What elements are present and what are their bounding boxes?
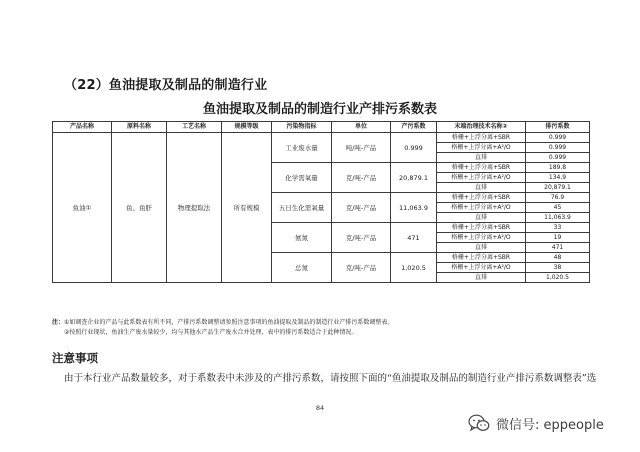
generation-coef-cell: 20,879.1 — [391, 163, 437, 193]
watermark-text: 微信号: eppeople — [496, 418, 604, 433]
header-cell: 工艺名称 — [167, 122, 222, 133]
coefficient-table — [52, 121, 590, 283]
unit-cell: 克/吨-产品 — [332, 223, 391, 253]
section-title: （22）鱼油提取及制品的制造行业 — [64, 78, 268, 93]
table-row — [53, 133, 590, 143]
note-line-1 — [52, 318, 592, 328]
table-notes — [52, 318, 592, 338]
header-cell: 污染物指标 — [272, 122, 332, 133]
pollutant-cell: 五日生化需氧量 — [272, 193, 332, 223]
watermark — [468, 414, 604, 433]
page-number: 84 — [315, 404, 325, 412]
pollutant-cell: 总氮 — [272, 253, 332, 283]
discharge-coef-cell: 0.999 — [526, 133, 590, 143]
material-cell: 鱼、鱼肝 — [112, 133, 167, 283]
header-cell: 规模等级 — [222, 122, 272, 133]
generation-coef-cell: 1,020.5 — [391, 253, 437, 283]
discharge-coef-cell: 189.8 — [526, 163, 590, 173]
discharge-coef-cell: 45 — [526, 203, 590, 213]
header-cell: 单位 — [332, 122, 391, 133]
discharge-coef-cell: 0.999 — [526, 153, 590, 163]
discharge-coef-cell: 1,020.5 — [526, 273, 590, 283]
note-text-1: ①如调查企业的产品与此系数表有所不同，产排污系数调整请参照注意事项的鱼油提取及制品的制造行业产排污系数调整表。 — [64, 319, 394, 326]
tech-cell: 格栅+上浮分离+A²/O — [437, 263, 526, 273]
unit-cell: 克/吨-产品 — [332, 253, 391, 283]
tech-cell: 格栅+上浮分离+A²/O — [437, 233, 526, 243]
discharge-coef-cell: 11,063.9 — [526, 213, 590, 223]
table-title: 鱼油提取及制品的制造行业产排污系数表 — [202, 102, 437, 117]
tech-cell: 格栅+上浮分离+SBR — [437, 133, 526, 143]
tech-cell: 直排 — [437, 153, 526, 163]
header-cell: 原料名称 — [112, 122, 167, 133]
tech-cell: 直排 — [437, 243, 526, 253]
notice-heading: 注意事项 — [52, 351, 98, 365]
notes-lead: 注： — [52, 319, 65, 326]
note-line-2: ②按照行业现状，鱼油生产废水量较少，均与其他水产品生产废水合并处理，表中的排污系数适合于此种情况。 — [64, 329, 358, 336]
generation-coef-cell: 471 — [391, 223, 437, 253]
unit-cell: 克/吨-产品 — [332, 163, 391, 193]
header-cell: 产污系数 — [391, 122, 437, 133]
discharge-coef-cell: 20,879.1 — [526, 183, 590, 193]
unit-cell: 吨/吨-产品 — [332, 133, 391, 163]
pollutant-cell: 化学需氧量 — [272, 163, 332, 193]
tech-cell: 直排 — [437, 273, 526, 283]
table-header-row — [53, 122, 590, 133]
header-cell: 排污系数 — [526, 122, 590, 133]
tech-cell: 格栅+上浮分离+SBR — [437, 253, 526, 263]
tech-cell: 直排 — [437, 213, 526, 223]
discharge-coef-cell: 33 — [526, 223, 590, 233]
tech-cell: 格栅+上浮分离+A²/O — [437, 143, 526, 153]
discharge-coef-cell: 471 — [526, 243, 590, 253]
unit-cell: 克/吨-产品 — [332, 193, 391, 223]
discharge-coef-cell: 134.9 — [526, 173, 590, 183]
tech-cell: 格栅+上浮分离+SBR — [437, 223, 526, 233]
discharge-coef-cell: 38 — [526, 263, 590, 273]
scale-cell: 所有规模 — [222, 133, 272, 283]
tech-cell: 格栅+上浮分离+A²/O — [437, 203, 526, 213]
discharge-coef-cell: 48 — [526, 253, 590, 263]
generation-coef-cell: 0.999 — [391, 133, 437, 163]
product-name-cell: 鱼油① — [53, 133, 112, 283]
discharge-coef-cell: 76.9 — [526, 193, 590, 203]
tech-cell: 格栅+上浮分离+A²/O — [437, 173, 526, 183]
header-cell: 产品名称 — [53, 122, 112, 133]
notice-paragraph: 由于本行业产品数量较多，对于系数表中未涉及的产排污系数，请按照下面的“鱼油提取及制品的制造行业产排污系数调整表”选 — [64, 373, 597, 384]
process-cell: 物理提取法 — [167, 133, 222, 283]
tech-cell: 格栅+上浮分离+SBR — [437, 193, 526, 203]
discharge-coef-cell: 19 — [526, 233, 590, 243]
pollutant-cell: 氨氮 — [272, 223, 332, 253]
wechat-icon — [468, 414, 490, 433]
tech-cell: 格栅+上浮分离+SBR — [437, 163, 526, 173]
tech-cell: 直排 — [437, 183, 526, 193]
header-cell: 末端治理技术名称② — [437, 122, 526, 133]
pollutant-cell: 工业废水量 — [272, 133, 332, 163]
discharge-coef-cell: 0.999 — [526, 143, 590, 153]
generation-coef-cell: 11,063.9 — [391, 193, 437, 223]
